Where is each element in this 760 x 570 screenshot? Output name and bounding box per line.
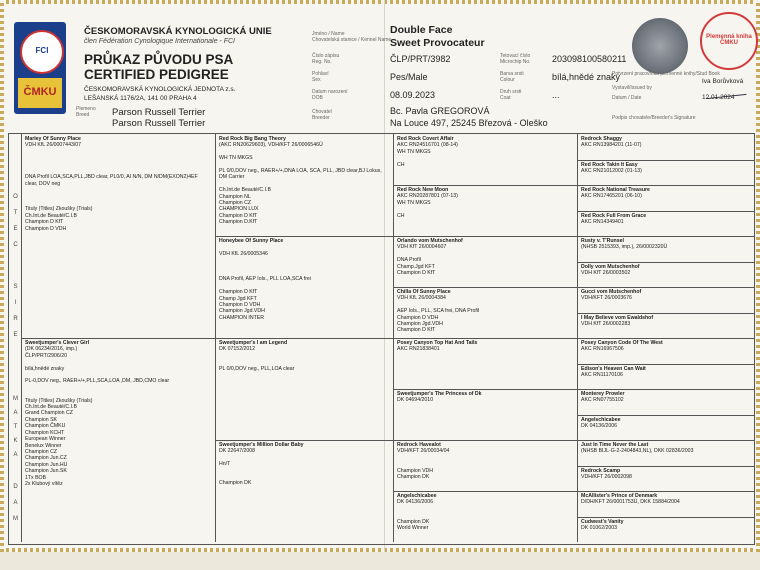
ancestor-cell-gen4 — [581, 213, 750, 235]
ancestor-name: Red Rock Full From Grace — [581, 212, 647, 219]
grid-hline — [215, 338, 393, 339]
org-name: ČESKOMORAVSKÁ KYNOLOGICKÁ UNIE — [84, 26, 272, 37]
ancestor-detail: (NHSB 2515393, imp.), 26/0002320Ü — [581, 244, 668, 251]
ancestor-cell-gen3 — [397, 289, 573, 336]
pedigree-table — [8, 133, 755, 545]
ancestor-name: Angelschicabee — [397, 493, 437, 499]
grid-hline — [577, 160, 754, 161]
issued-label: Potvrzení pracovníka plemenné knihy/Stud Book — [612, 71, 720, 77]
ancestor-cell-gen2 — [219, 238, 389, 336]
ancestor-detail: AKC RN11170106 — [581, 371, 623, 378]
ancestor-detail: Hn/T — [219, 461, 231, 468]
ancestor-name: Edison's Heaven Can Wait — [581, 365, 646, 372]
ancestor-cell-gen1 — [25, 136, 211, 336]
ancestor-cell-gen4 — [581, 162, 750, 184]
fci-emblem-icon: FCI — [20, 30, 64, 74]
ancestor-detail: VDH/KFT 26/0003676 — [581, 295, 632, 302]
title-en: CERTIFIED PEDIGREE — [84, 67, 229, 82]
ancestor-detail: AEP Iols., PLL, SCA frei, DNA Profil — [397, 308, 480, 315]
ancestor-detail: AKC RN13984201 (11-07) — [581, 142, 642, 149]
ancestor-detail: (AKC RN20629603), VDH/KFT 26/0006546Ü — [219, 142, 323, 149]
ancestor-detail: Ch.Int.de Beauté/C.I.B — [25, 212, 77, 219]
chip-label-cz: Tetovací číslo — [500, 53, 531, 59]
ancestor-detail: DK 01062/2003 — [581, 524, 618, 531]
scan-background-bottom — [0, 552, 760, 570]
ancestor-cell-gen4 — [581, 417, 750, 439]
breeder-name: Bc. Pavla GREGOROVÁ — [390, 106, 490, 116]
ancestor-name: Dolly vom Mutschenhof — [581, 263, 640, 270]
ancestor-name: I May Believe vom Ewaldshof — [581, 314, 654, 321]
ancestor-cell-gen3 — [397, 238, 573, 285]
breed-cz: Parson Russell Terrier — [112, 107, 206, 118]
ancestor-cell-gen4 — [581, 493, 750, 515]
ancestor-name: Sweetjumper's Million Dollar Baby — [219, 442, 304, 448]
color-value: bílá,hnědé znaky — [552, 72, 621, 82]
ancestor-cell-gen2 — [219, 340, 389, 438]
grid-hline — [577, 236, 754, 237]
date-label: Datum / Date — [612, 95, 642, 101]
org-fci: člen Fédération Cynologique Internationale - FCI — [84, 38, 235, 45]
ancestor-detail: bílá,hnědé znaky — [25, 365, 65, 372]
ancestor-detail: DK 04136/2006 — [397, 499, 434, 506]
issued-by-value: Iva Borůvková — [702, 78, 744, 85]
grid-hline — [393, 287, 577, 288]
ancestor-detail: DK 04136/2006 — [581, 422, 618, 429]
ancestor-detail: WH TN MKGS — [397, 199, 431, 206]
ancestor-cell-gen4 — [581, 187, 750, 209]
ancestor-detail: 2x Klubový vítěz — [25, 480, 63, 487]
chip-number: 203098100580211 — [552, 54, 627, 64]
ancestor-detail: Champion Jgd.VDH — [219, 308, 265, 315]
ancestor-name: Red Rock New Moon — [397, 187, 449, 193]
dog-name-line2: Sweet Provocateur — [390, 37, 485, 49]
ancestor-detail: Benelux Winner — [25, 442, 62, 449]
ancestor-detail: Champ Jgd KFT — [219, 295, 257, 302]
side-label-father: O T E C — [12, 194, 19, 250]
ancestor-cell-gen2 — [219, 442, 389, 540]
ancestor-name: Posey Canyon Code Of The West — [581, 340, 663, 346]
ancestor-detail: VDH KfL 26/0005346 — [219, 250, 268, 257]
ancestor-detail: VDH/KFT 26/00034/04 — [397, 448, 450, 455]
ancestor-detail: VDH KfL 26/0007443/07 — [25, 142, 82, 149]
ancestor-detail: VDH KfT 26/0003502 — [581, 269, 631, 276]
title-cz: PRŮKAZ PŮVODU PSA — [84, 52, 234, 67]
ancestor-detail: Champion D VDH — [397, 314, 439, 321]
ancestor-detail: AKC RN07755102 — [581, 397, 624, 404]
coat-label-cz: Druh srsti — [500, 89, 522, 95]
ancestor-cell-gen3 — [397, 340, 573, 387]
ancestor-detail: Tituly (Titles) Zkoušky (Trials) — [25, 397, 93, 404]
breed-label-cz: Plemeno — [76, 106, 96, 112]
ancestor-detail: WH TN MKGS — [397, 148, 431, 155]
side-label-sire: S I R E — [12, 284, 19, 340]
cmku-logo — [14, 22, 66, 114]
ancestor-detail: World Winner — [397, 525, 429, 532]
grid-hline — [577, 185, 754, 186]
ancestor-detail: PL-0,DOV neg., RAER+/+,PLL,SCA,LOA ,DM, JBD,CMO clear — [25, 378, 170, 385]
grid-hline — [21, 338, 215, 339]
ancestor-cell-gen4 — [581, 264, 750, 286]
sex-label-en: Sex — [312, 77, 321, 83]
ancestor-detail: AKC RN14349401 — [581, 218, 624, 225]
reg-label-en: Reg. No. — [312, 59, 332, 65]
reg-number: ČLP/PRT/3982 — [390, 54, 451, 64]
grid-hline — [393, 491, 577, 492]
ancestor-detail: Champion SK — [25, 416, 58, 423]
ancestor-detail: Champion DK — [219, 480, 252, 487]
grid-hline — [577, 211, 754, 212]
grid-hline — [577, 389, 754, 390]
ancestor-name: Red Rock Takin It Easy — [581, 161, 638, 168]
ancestor-detail: Champion D KfT — [397, 270, 436, 277]
name-label-en: Chovatelská stanice / Kennel Name — [312, 37, 392, 43]
ancestor-detail: DNA Profil LOA,SCA,PLL,JBD clear, PL0/0, AI N/N, DM N/DM(EXON2)4EF clear, DOV neg — [25, 174, 198, 187]
ancestor-detail: DNA Profil — [397, 257, 421, 264]
grid-hline — [215, 236, 393, 237]
grid-hline — [577, 491, 754, 492]
ancestor-detail: Champ.Jgd KFT — [397, 263, 435, 270]
grid-hline — [577, 466, 754, 467]
grid-hline — [577, 262, 754, 263]
reg-label-cz: Číslo zápisu — [312, 53, 340, 59]
ancestor-name: Marley Of Sunny Place — [25, 136, 81, 142]
ancestor-detail: Grand Champion CZ — [25, 410, 73, 417]
grid-hline — [215, 440, 393, 441]
grid-hline — [393, 389, 577, 390]
ancestor-detail: Tituly (Titles) Zkoušky (Trials) — [25, 206, 93, 213]
ancestor-detail: Champion DK — [397, 518, 430, 525]
issue-date: 12.01.2024 — [702, 94, 735, 101]
ancestor-detail: DK 04694/2010 — [397, 397, 434, 404]
ancestor-detail: VDH KfT 26/0004607 — [397, 244, 447, 251]
ancestor-detail: AKC RN20287801 (07-13) — [397, 193, 458, 200]
ancestor-name: Redrock Havealot — [397, 442, 441, 448]
ancestor-detail: PL 0/0,DOV neg., RAER+/+,DNA LOA, SCA, PLL, JBD clear,BJ Lokus, DM Carrier — [219, 168, 382, 181]
grid-hline — [577, 287, 754, 288]
ancestor-detail: Champion Jgd.VDH — [397, 321, 443, 328]
ancestor-cell-gen4 — [581, 442, 750, 464]
ancestor-detail: Champion D.KfT — [219, 219, 258, 226]
ancestor-cell-gen4 — [581, 340, 750, 362]
ancestor-cell-gen4 — [581, 136, 750, 158]
ancestor-name: Redrock Scamp — [581, 467, 621, 474]
jednota-name: ČESKOMORAVSKÁ KYNOLOGICKÁ JEDNOTA z.s. — [84, 86, 236, 93]
ancestor-name: Orlando vom Mutschenhof — [397, 238, 463, 244]
ancestor-name: Cudwest's Vanity — [581, 518, 624, 525]
ancestor-cell-gen3 — [397, 391, 573, 438]
ancestor-detail: AKC RN24516701 (08-14) — [397, 142, 458, 149]
ancestor-detail: VDH KfL 26/0004384 — [397, 295, 446, 302]
ancestor-detail: Ch.Int.de Beauté/C.I.B — [25, 404, 77, 411]
ancestor-cell-gen1 — [25, 340, 211, 540]
grid-hline — [577, 415, 754, 416]
ancestor-detail: Champion VDH — [397, 467, 434, 474]
ancestor-name: Honeybee Of Sunny Place — [219, 238, 284, 244]
dob-value: 08.09.2023 — [390, 90, 436, 100]
ancestor-name: Gucci vom Mutschenhof — [581, 289, 642, 295]
ancestor-detail: 1Tx BOB — [25, 474, 47, 481]
grid-hline — [393, 185, 577, 186]
ancestor-detail: Champion NL — [219, 193, 251, 200]
ancestor-detail: AKC RN21838401 — [397, 346, 440, 353]
ancestor-name: Just In Time Never the Last — [581, 442, 649, 448]
ancestor-name: Chilla Of Sunny Place — [397, 289, 451, 295]
ancestor-detail: Champion CZ — [25, 448, 58, 455]
ancestor-detail: Ch.Int.de Beauté/C.I.B — [219, 187, 271, 194]
ancestor-detail: AKC RN16967506 — [581, 346, 624, 353]
ancestor-cell-gen2 — [219, 136, 389, 234]
ancestor-detail: CH — [397, 212, 405, 219]
ancestor-name: Red Rock National Treasure — [581, 187, 650, 193]
dog-name-line1: Double Face — [390, 24, 453, 36]
breed-label-en: Breed — [76, 112, 90, 118]
ancestor-detail: Champion D KfT — [25, 219, 64, 226]
grid-hline — [393, 236, 577, 237]
name-label-cz: Jméno / Name — [312, 31, 345, 37]
ancestor-name: Red Rock Covert Affair — [397, 136, 454, 142]
sex-label-cz: Pohlaví — [312, 71, 329, 77]
ancestor-cell-gen4 — [581, 238, 750, 260]
ancestor-detail: (NHSB BIJL-G-2-2404843,NL), DKK 02836/2003 — [581, 448, 694, 455]
ancestor-detail: D/DH/KFT 26/0001753Ü, DKK 15884/2004 — [581, 499, 680, 506]
ancestor-name: Red Rock Big Bang Theory — [219, 136, 286, 142]
ancestor-detail: PL 0/0,DOV neg., PLL,LOA clear — [219, 365, 295, 372]
grid-hline — [393, 338, 577, 339]
grid-hline — [577, 440, 754, 441]
color-label-cz: Barva srsti — [500, 71, 524, 77]
jednota-address: LEŠANSKÁ 1176/2A, 141 00 PRAHA 4 — [84, 95, 197, 102]
grid-hline — [577, 338, 754, 339]
breeder-label-cz: Chovatel — [312, 109, 332, 115]
ancestor-cell-gen4 — [581, 315, 750, 337]
ancestor-detail: Champion D VDH — [25, 225, 67, 232]
ancestor-detail: DK 07152/2012 — [219, 346, 256, 353]
cmku-emblem-icon: ČMKU — [18, 78, 62, 108]
ancestor-name: Sweetjumper's Clever Girl — [25, 340, 90, 346]
ancestor-detail: DK 22647/2008 — [219, 448, 256, 455]
grid-hline — [577, 364, 754, 365]
ancestor-detail: DNA Profil, AEP Iols., PLL LOA,SCA frei — [219, 276, 311, 283]
ancestor-cell-gen3 — [397, 493, 573, 540]
ancestor-detail: European Winner — [25, 436, 66, 443]
ancestor-name: Redrock Shaggy — [581, 136, 622, 142]
breeder-address: Na Louce 497, 25245 Březová - Oleško — [390, 118, 548, 128]
ancestor-detail: VDH/KFT 26/0002098 — [581, 473, 632, 480]
ancestor-detail: Champion D KfT — [219, 212, 258, 219]
border-top — [0, 0, 760, 4]
ancestor-detail: Champion Jun.HU — [25, 461, 68, 468]
issued-by-label: Vystavil/Issued by — [612, 85, 652, 91]
ancestor-name: Sweetjumper's The Princess of Dk — [397, 391, 482, 397]
ancestor-detail: (DK 06234/2016, imp.) — [25, 346, 78, 353]
sex-value: Pes/Male — [390, 72, 428, 82]
ancestor-detail: WH TN MKGS — [219, 155, 253, 162]
coat-value: ... — [552, 90, 560, 100]
ancestor-detail: Champion Jun.CZ — [25, 455, 67, 462]
color-label-en: Colour — [500, 77, 515, 83]
ancestor-name: Sweetjumper's I am Legend — [219, 340, 288, 346]
ancestor-detail: CHAMPION INTER — [219, 314, 264, 321]
ancestor-detail: Champion CZ — [219, 200, 252, 207]
ancestor-cell-gen3 — [397, 442, 573, 489]
ancestor-name: Monterey Prowler — [581, 391, 625, 397]
grid-hline — [393, 440, 577, 441]
ancestor-name: Angelschicabee — [581, 416, 621, 423]
ancestor-detail: CH — [397, 161, 405, 168]
side-label-mother: M A T K A — [12, 396, 19, 459]
ancestor-cell-gen4 — [581, 366, 750, 388]
ancestor-detail: Champion D VDH — [219, 302, 261, 309]
coat-label-en: Coat — [500, 95, 511, 101]
dob-label-en: DOB — [312, 95, 323, 101]
ancestor-cell-gen3 — [397, 187, 573, 234]
ancestor-detail: AKC RN21012002 (01-13) — [581, 167, 642, 174]
ancestor-detail: VDH KfT 26/0002283 — [581, 320, 631, 327]
ancestor-cell-gen4 — [581, 289, 750, 311]
ancestor-cell-gen4 — [581, 391, 750, 413]
hologram-seal-icon — [632, 18, 688, 74]
ancestor-detail: CHAMPION LUX — [219, 206, 259, 213]
dob-label-cz: Datum narození — [312, 89, 348, 95]
chip-label-en: Microchip No. — [500, 59, 531, 65]
ancestor-cell-gen3 — [397, 136, 573, 183]
grid-hline — [577, 517, 754, 518]
ancestor-detail: Champion D KfT — [397, 327, 436, 334]
breed-en: Parson Russell Terrier — [112, 118, 206, 129]
ancestor-detail: ČLP/PRT/2906/20 — [25, 352, 68, 359]
ancestor-detail: Champion D KfT — [219, 289, 258, 296]
breeder-label-en: Breeder — [312, 115, 330, 121]
ancestor-cell-gen4 — [581, 468, 750, 490]
ancestor-name: Posey Canyon Top Hat And Tails — [397, 340, 478, 346]
ancestor-detail: Champion ČMKU — [25, 423, 66, 430]
grid-hline — [577, 313, 754, 314]
side-label-dam: D A M — [12, 484, 19, 524]
stud-book-stamp-icon: Plemenná kniha ČMKU — [700, 12, 758, 70]
breeder-signature-label: Podpis chovatele/Breeder's Signature — [612, 115, 696, 121]
ancestor-detail: Champion DK — [397, 474, 430, 481]
border-right — [756, 0, 760, 552]
ancestor-detail: Champion KCHT — [25, 429, 65, 436]
ancestor-name: Rusty v. T'Runsel — [581, 238, 624, 244]
border-left — [0, 0, 4, 552]
ancestor-detail: AKC RN17465201 (06-10) — [581, 193, 642, 200]
ancestor-name: McAllister's Prince of Denmark — [581, 493, 658, 499]
ancestor-cell-gen4 — [581, 519, 750, 541]
ancestor-detail: Champion Jun.SK — [25, 468, 67, 475]
